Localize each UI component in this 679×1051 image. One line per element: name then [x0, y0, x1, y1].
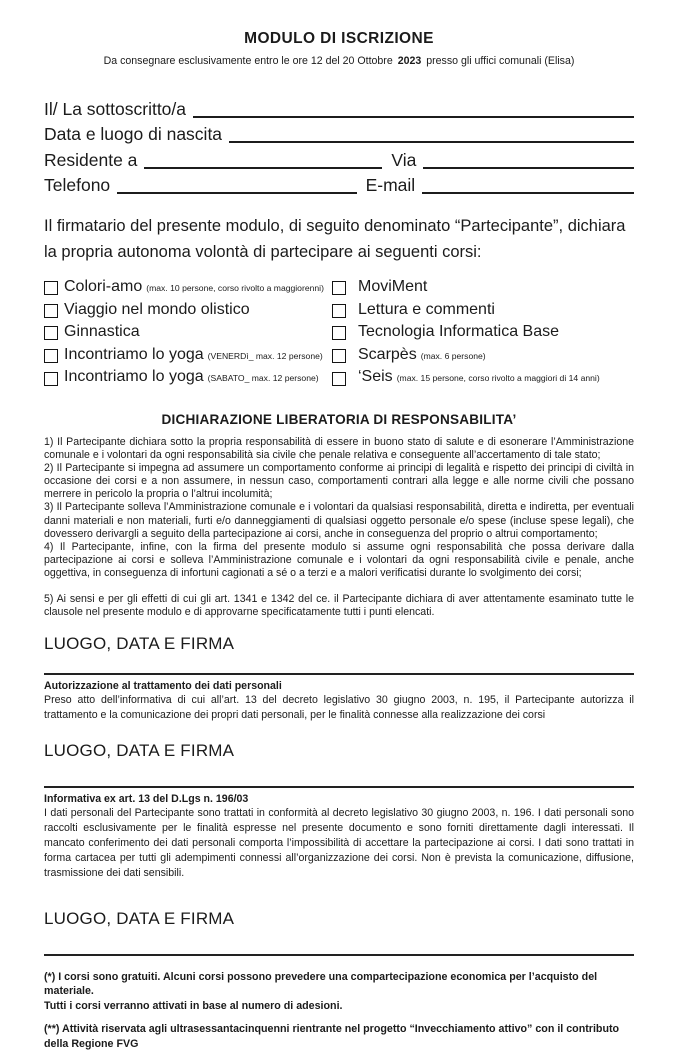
clause-5: 5) Ai sensi e per gli effetti di cui gli art. 1341 e 1342 del ce. il Partecipante dichiara di aver attentamente esaminato tutte le clausole nel presente modulo e di approvarne specificatamente tutti i punti elencati. — [44, 593, 634, 619]
course-column-left — [44, 278, 332, 391]
footnote-doublestar: (**) Attività riservata agli ultrasessantacinquenni rientrante nel progetto “Invecchiamento attivo” con il contributo della Regione FVG — [44, 1023, 620, 1050]
course-note: (max. 10 persone, corso rivolto a maggiorenni) — [146, 283, 324, 293]
privacy-authorization-body: Preso atto dell’informativa di cui all’art. 13 del decreto legislativo 30 giugno 2003, n. 195, il Partecipante autorizza il trattamento e la comunicazione dei propri dati personali, per le finalità connesse alla realizzazione dei corsi — [44, 694, 634, 722]
checkbox-icon[interactable] — [44, 304, 58, 318]
course-label: Tecnologia Informatica Base — [358, 323, 559, 341]
email-label: E-mail — [365, 175, 416, 195]
course-selection — [44, 278, 634, 391]
course-option-scarpes — [332, 346, 634, 369]
birth-input-line[interactable] — [229, 116, 634, 144]
residence-input-line[interactable] — [144, 141, 382, 169]
intro-paragraph: Il firmatario del presente modulo, di seguito denominato “Partecipante”, dichiara la propria autonoma volontà di partecipare ai seguenti corsi: — [44, 217, 626, 261]
course-label: Incontriamo lo yoga — [64, 368, 204, 386]
clause-3: 3) Il Partecipante solleva l’Amministrazione comunale e i volontari da qualsiasi responsabilità, diretta e indiretta, per eventuali danni materiali e non materiali, furti e/o danneggiamenti di qualsiasi oggetto personale e/o spese (incluse spese legali), che dovessero derivargli a seguito della partecipazione ai corsi, anche in conseguenza del proprio o altrui comportamento; — [44, 501, 634, 540]
course-label: Incontriamo lo yoga — [64, 345, 204, 363]
signature-label-1: LUOGO, DATA E FIRMA — [44, 634, 235, 654]
course-option-tecnologia — [332, 323, 634, 346]
footnotes — [44, 970, 634, 1051]
course-column-right — [332, 278, 634, 391]
checkbox-icon[interactable] — [332, 326, 346, 340]
course-label: Viaggio nel mondo olistico — [64, 300, 250, 318]
birth-label: Data e luogo di nascita — [44, 124, 223, 144]
clause-4: 4) Il Partecipante, infine, con la firma del presente modulo si assume ogni responsabilità che possa derivare dalla partecipazione ai corsi e solleva l’Amministrazione comunale e i volontari da ogni responsabilità civile e penale, anche oggettiva, in conseguenza di infortuni cagionati a sé o a terzi e a malori verificatisi durante lo svolgimento dei corsi; — [44, 540, 634, 579]
subtitle-suffix: presso gli uffici comunali (Elisa) — [426, 55, 575, 67]
footnote-star-line-1: (*) I corsi sono gratuiti. Alcuni corsi possono prevedere una compartecipazione economica per l’acquisto del materiale. — [44, 970, 598, 998]
course-label: Scarpès — [358, 345, 417, 363]
checkbox-icon[interactable] — [44, 281, 58, 295]
phone-input-line[interactable] — [117, 167, 356, 195]
subscriber-input-line[interactable] — [193, 90, 634, 118]
phone-row — [44, 171, 634, 197]
residence-label: Residente a — [44, 149, 138, 170]
course-option-ginnastica — [44, 323, 332, 346]
course-option-colori-amo — [44, 278, 332, 301]
course-option-yoga-sabato — [44, 368, 332, 391]
section-divider — [44, 673, 634, 675]
section-divider — [44, 786, 634, 788]
clause-2: 2) Il Partecipante si impegna ad assumere un comportamento conforme ai principi di legalità e rispetto dei principi di civiltà in occasione dei corsi e a non assumere, in nessun caso, comportamenti contrari alla legge e alle norme civili che possano merrere in pericolo la propria o l’altrui incolumità; — [44, 462, 634, 501]
checkbox-icon[interactable] — [332, 349, 346, 363]
course-note: (max. 6 persone) — [420, 350, 486, 361]
checkbox-icon[interactable] — [332, 281, 346, 295]
course-label: Ginnastica — [64, 323, 140, 341]
section-divider — [44, 954, 634, 956]
course-option-lettura — [332, 301, 634, 324]
course-label: Colori-amo — [64, 278, 143, 295]
subtitle-year: 2023 — [397, 55, 422, 67]
street-input-line[interactable] — [423, 141, 634, 169]
course-note: (SABATO_ max. 12 persone) — [207, 373, 319, 384]
course-option-viaggio-olistico — [44, 301, 332, 324]
checkbox-icon[interactable] — [44, 326, 58, 340]
clause-1: 1) Il Partecipante dichiara sotto la propria responsabilità di essere in buono stato di salute e di esonerare l’Amministrazione comunale e i volontari da ogni responsabilità sia civile che penale relativa e conseguente all’accertamento di tale stato; — [44, 435, 634, 462]
informativa-body: I dati personali del Partecipante sono trattati in conformità al decreto legislativo 30 giugno 2003, n. 196. I dati personali sono raccolti esclusivamente per le finalità espresse nel presente documento e sono forniti direttamente dagli interessati. Il mancato conferimento dei dati personali comporta l’impossibilità di accettare la partecipazione ai corsi. I dati sono trattati in forma cartacea per tutti gli adempimenti connessi all’organizzazione dei corsi. Non è prevista la comunicazione, diffusione, trasmissione dei dati sensibili. — [44, 806, 634, 880]
course-option-seis — [332, 368, 634, 391]
subscriber-label: Il/ La sottoscritto/a — [44, 98, 187, 119]
liability-waiver-heading: DICHIARAZIONE LIBERATORIA DI RESPONSABILITA’ — [161, 411, 517, 427]
phone-label: Telefono — [44, 175, 111, 195]
page-title: MODULO DI ISCRIZIONE — [244, 30, 434, 47]
privacy-authorization-heading: Autorizzazione al trattamento dei dati personali — [44, 680, 282, 693]
course-option-moviment — [332, 278, 634, 301]
email-input-line[interactable] — [422, 167, 634, 195]
checkbox-icon[interactable] — [332, 304, 346, 318]
footnote-star-line-2: Tutti i corsi verranno attivati in base al numero di adesioni. — [44, 999, 343, 1012]
course-label: Lettura e commenti — [358, 300, 495, 318]
subtitle-prefix: Da consegnare esclusivamente entro le ore 12 del 20 Ottobre — [103, 55, 393, 67]
page-subtitle — [44, 55, 634, 67]
liability-clauses — [44, 436, 634, 619]
informativa-heading: Informativa ex art. 13 del D.Lgs n. 196/03 — [44, 792, 249, 805]
checkbox-icon[interactable] — [44, 372, 58, 386]
course-option-yoga-venerdi — [44, 346, 332, 369]
checkbox-icon[interactable] — [332, 372, 346, 386]
personal-data-fields — [44, 94, 634, 196]
course-note: (max. 15 persone, corso rivolto a maggiori di 14 anni) — [396, 373, 600, 384]
street-label: Via — [391, 149, 417, 170]
signature-label-3: LUOGO, DATA E FIRMA — [44, 908, 235, 928]
course-label: ‘Seis — [358, 368, 393, 386]
course-note: (VENERDì_ max. 12 persone) — [207, 350, 323, 361]
signature-label-2: LUOGO, DATA E FIRMA — [44, 740, 235, 760]
course-label: MoviMent — [358, 278, 428, 295]
checkbox-icon[interactable] — [44, 349, 58, 363]
